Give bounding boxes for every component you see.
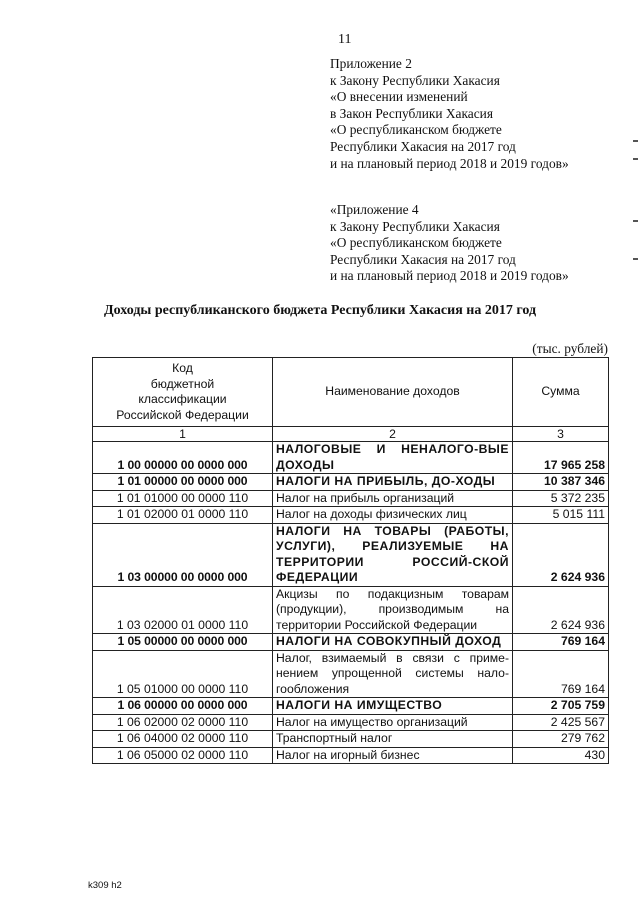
income-name: НАЛОГИ НА СОВОКУПНЫЙ ДОХОД: [273, 634, 513, 651]
table-row: [93, 442, 609, 474]
income-code: 1 06 00000 00 0000 000: [93, 698, 273, 715]
income-name: Налог, взимаемый в связи с приме-нением упрощенной системы нало-гообложения: [273, 650, 513, 698]
column-number-row: [93, 427, 609, 442]
header-code-line: бюджетной: [150, 376, 215, 391]
table-row: [93, 490, 609, 507]
column-number: 2: [273, 427, 513, 442]
appendix-line: «Приложение 4: [330, 202, 419, 217]
scan-edge-mark: [633, 258, 638, 260]
income-name: Налог на доходы физических лиц: [273, 507, 513, 524]
table-row: [93, 650, 609, 698]
appendix-line: Республики Хакасия на 2017 год: [330, 251, 516, 267]
income-code: 1 01 02000 01 0000 110: [93, 507, 273, 524]
income-code: 1 01 01000 00 0000 110: [93, 490, 273, 507]
appendix-line: к Закону Республики Хакасия: [330, 218, 500, 234]
income-code: 1 06 04000 02 0000 110: [93, 731, 273, 748]
income-name: Налог на имущество организаций: [273, 714, 513, 731]
table-row: [93, 731, 609, 748]
column-number: 1: [93, 427, 273, 442]
table-row: [93, 586, 609, 634]
income-name: НАЛОГИ НА ТОВАРЫ (РАБОТЫ, УСЛУГИ), РЕАЛИЗУЕМЫЕ НА ТЕРРИТОРИИ РОССИЙ-СКОЙ ФЕДЕРАЦИИ: [273, 523, 513, 586]
income-name: НАЛОГИ НА ПРИБЫЛЬ, ДО-ХОДЫ: [273, 474, 513, 491]
table-row: [93, 507, 609, 524]
income-amount: 769 164: [513, 634, 609, 651]
income-code: 1 05 01000 00 0000 110: [93, 650, 273, 698]
table-row: [93, 714, 609, 731]
income-name: Налог на игорный бизнес: [273, 747, 513, 764]
income-amount: 2 624 936: [513, 523, 609, 586]
appendix-line: Приложение 2: [330, 56, 412, 71]
income-code: 1 01 00000 00 0000 000: [93, 474, 273, 491]
income-code: 1 05 00000 00 0000 000: [93, 634, 273, 651]
header-name: Наименование доходов: [273, 358, 513, 427]
income-amount: 2 624 936: [513, 586, 609, 634]
income-code: 1 03 00000 00 0000 000: [93, 523, 273, 586]
appendix-line: «О республиканском бюджете: [330, 235, 502, 251]
appendix-line: в Закон Республики Хакасия: [330, 105, 494, 121]
income-amount: 5 372 235: [513, 490, 609, 507]
document-title: Доходы республиканского бюджета Республики Хакасия на 2017 год: [103, 303, 537, 318]
appendix-line: «О внесении изменений: [330, 89, 468, 105]
income-amount: 5 015 111: [513, 507, 609, 524]
scan-edge-mark: [633, 140, 638, 142]
scan-edge-mark: [633, 220, 638, 222]
table-row: [93, 634, 609, 651]
income-code: 1 06 02000 02 0000 110: [93, 714, 273, 731]
table-header-row: [93, 358, 609, 427]
header-code-line: Код: [172, 361, 193, 375]
appendix-line: Республики Хакасия на 2017 год: [330, 138, 516, 154]
income-table: [92, 357, 609, 764]
income-amount: 430: [513, 747, 609, 764]
income-code: 1 03 02000 01 0000 110: [93, 586, 273, 634]
scan-edge-mark: [633, 158, 638, 160]
income-code: 1 06 05000 02 0000 110: [93, 747, 273, 764]
income-code: 1 00 00000 00 0000 000: [93, 442, 273, 474]
header-code-line: Российской Федерации: [116, 407, 249, 422]
table-row: [93, 523, 609, 586]
income-name: Транспортный налог: [273, 731, 513, 748]
header-amount: Сумма: [513, 358, 609, 427]
units-label: (тыс. рублей): [532, 341, 608, 356]
column-number: 3: [513, 427, 609, 442]
appendix-line: к Закону Республики Хакасия: [330, 72, 500, 88]
income-name: Акцизы по подакцизным товарам (продукции), производимым на территории Российской Федерации: [273, 586, 513, 634]
income-amount: 279 762: [513, 731, 609, 748]
appendix-line: «О республиканском бюджете: [330, 122, 502, 138]
table-row: [93, 698, 609, 715]
income-amount: 17 965 258: [513, 442, 609, 474]
appendix-line: и на плановый период 2018 и 2019 годов»: [330, 155, 569, 171]
income-amount: 769 164: [513, 650, 609, 698]
page-number: 11: [338, 32, 352, 47]
income-amount: 10 387 346: [513, 474, 609, 491]
appendix-line: и на плановый период 2018 и 2019 годов»: [330, 268, 569, 284]
table-row: [93, 747, 609, 764]
appendix-4-header: [330, 202, 569, 285]
table-row: [93, 474, 609, 491]
footer-code: k309 h2: [88, 880, 122, 891]
appendix-2-header: [330, 56, 569, 172]
income-name: Налог на прибыль организаций: [273, 490, 513, 507]
header-code: [93, 358, 273, 427]
income-amount: 2 705 759: [513, 698, 609, 715]
income-name: НАЛОГОВЫЕ И НЕНАЛОГО-ВЫЕ ДОХОДЫ: [273, 442, 513, 474]
income-name: НАЛОГИ НА ИМУЩЕСТВО: [273, 698, 513, 715]
income-amount: 2 425 567: [513, 714, 609, 731]
header-code-line: классификации: [138, 392, 227, 406]
